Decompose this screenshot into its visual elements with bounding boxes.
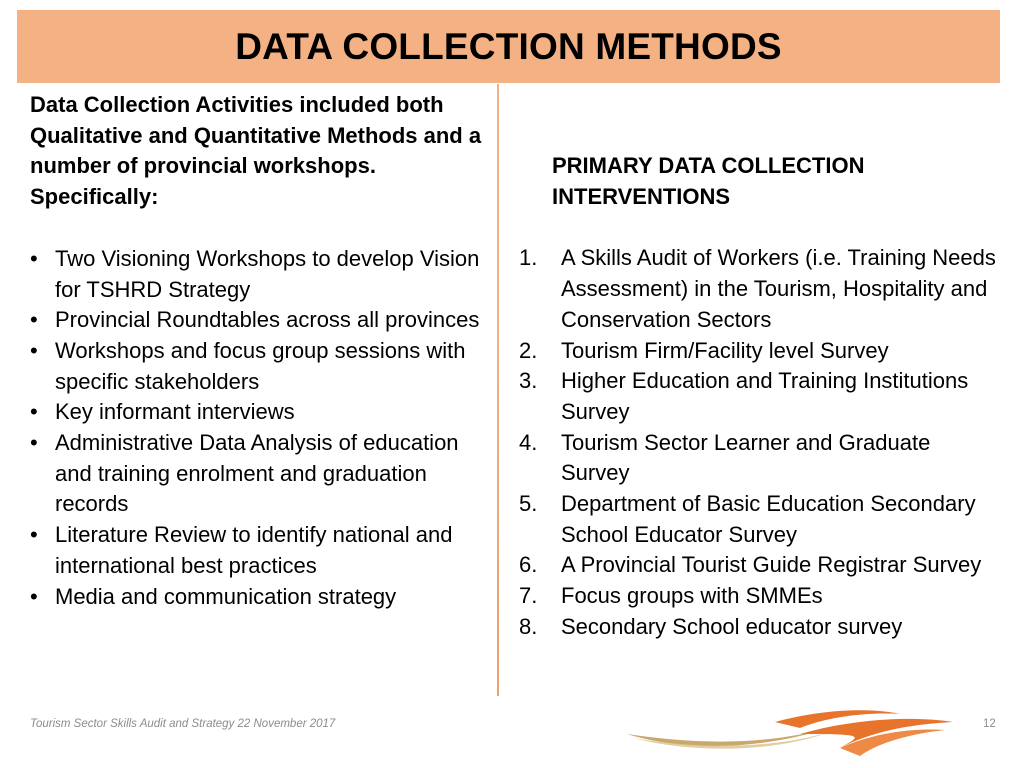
slide-title: DATA COLLECTION METHODS bbox=[235, 25, 782, 67]
bullet-text: Administrative Data Analysis of education and training enrolment and graduation records bbox=[55, 430, 459, 517]
bullet-icon: • bbox=[30, 430, 38, 456]
list-item bbox=[519, 612, 999, 643]
item-number: 2. bbox=[519, 337, 538, 363]
bullet-item bbox=[30, 520, 492, 581]
bullet-list bbox=[30, 244, 492, 612]
bullet-text: Literature Review to identify national and international best practices bbox=[55, 522, 453, 578]
page-number: 12 bbox=[983, 718, 996, 730]
item-text: Department of Basic Education Secondary School Educator Survey bbox=[561, 491, 976, 547]
bullet-text: Media and communication strategy bbox=[55, 583, 397, 609]
item-number: 4. bbox=[519, 429, 538, 455]
left-column bbox=[30, 90, 492, 612]
list-item bbox=[519, 366, 999, 427]
bullet-item bbox=[30, 305, 492, 336]
item-number: 1. bbox=[519, 245, 538, 271]
bullet-icon: • bbox=[30, 583, 38, 609]
item-text: Tourism Sector Learner and Graduate Survey bbox=[561, 429, 931, 486]
column-divider bbox=[497, 84, 499, 696]
list-item bbox=[519, 489, 999, 550]
bullet-icon: • bbox=[30, 337, 38, 363]
title-bar bbox=[17, 10, 1000, 83]
footer-text: Tourism Sector Skills Audit and Strategy 22 November 2017 bbox=[30, 718, 336, 730]
item-text: Higher Education and Training Institutions Survey bbox=[561, 368, 969, 424]
bullet-text: Provincial Roundtables across all provinces bbox=[55, 307, 480, 333]
item-number: 6. bbox=[519, 552, 538, 578]
intro-text: Data Collection Activities included both Qualitative and Quantitative Methods and a number of provincial workshops. Specifically: bbox=[30, 92, 482, 210]
bullet-text: Key informant interviews bbox=[55, 399, 295, 425]
bullet-item bbox=[30, 428, 492, 520]
bullet-item bbox=[30, 336, 492, 397]
item-number: 5. bbox=[519, 491, 538, 517]
bullet-icon: • bbox=[30, 245, 38, 271]
list-item bbox=[519, 336, 999, 367]
list-item bbox=[519, 243, 999, 335]
bullet-icon: • bbox=[30, 399, 38, 425]
item-number: 8. bbox=[519, 613, 538, 639]
interventions-list bbox=[519, 243, 999, 642]
bullet-icon: • bbox=[30, 522, 38, 548]
bullet-item bbox=[30, 582, 492, 613]
bullet-icon: • bbox=[30, 307, 38, 333]
item-text: Focus groups with SMMEs bbox=[561, 583, 823, 609]
item-text: A Skills Audit of Workers (i.e. Training Needs Assessment) in the Tourism, Hospitality and Conservation Sectors bbox=[561, 245, 996, 332]
item-number: 7. bbox=[519, 583, 538, 609]
item-number: 3. bbox=[519, 368, 538, 394]
interventions-heading: PRIMARY DATA COLLECTION INTERVENTIONS bbox=[552, 153, 865, 209]
item-text: Secondary School educator survey bbox=[561, 613, 903, 639]
bullet-text: Workshops and focus group sessions with specific stakeholders bbox=[55, 337, 466, 394]
bullet-item bbox=[30, 397, 492, 428]
bullet-text: Two Visioning Workshops to develop Vision for TSHRD Strategy bbox=[55, 245, 480, 302]
bullet-item bbox=[30, 244, 492, 305]
item-text: A Provincial Tourist Guide Registrar Survey bbox=[561, 552, 982, 578]
swoosh-logo-icon bbox=[625, 704, 955, 759]
list-item bbox=[519, 550, 999, 581]
item-text: Tourism Firm/Facility level Survey bbox=[561, 337, 889, 363]
list-item bbox=[519, 428, 999, 489]
right-column bbox=[519, 151, 999, 643]
list-item bbox=[519, 581, 999, 612]
